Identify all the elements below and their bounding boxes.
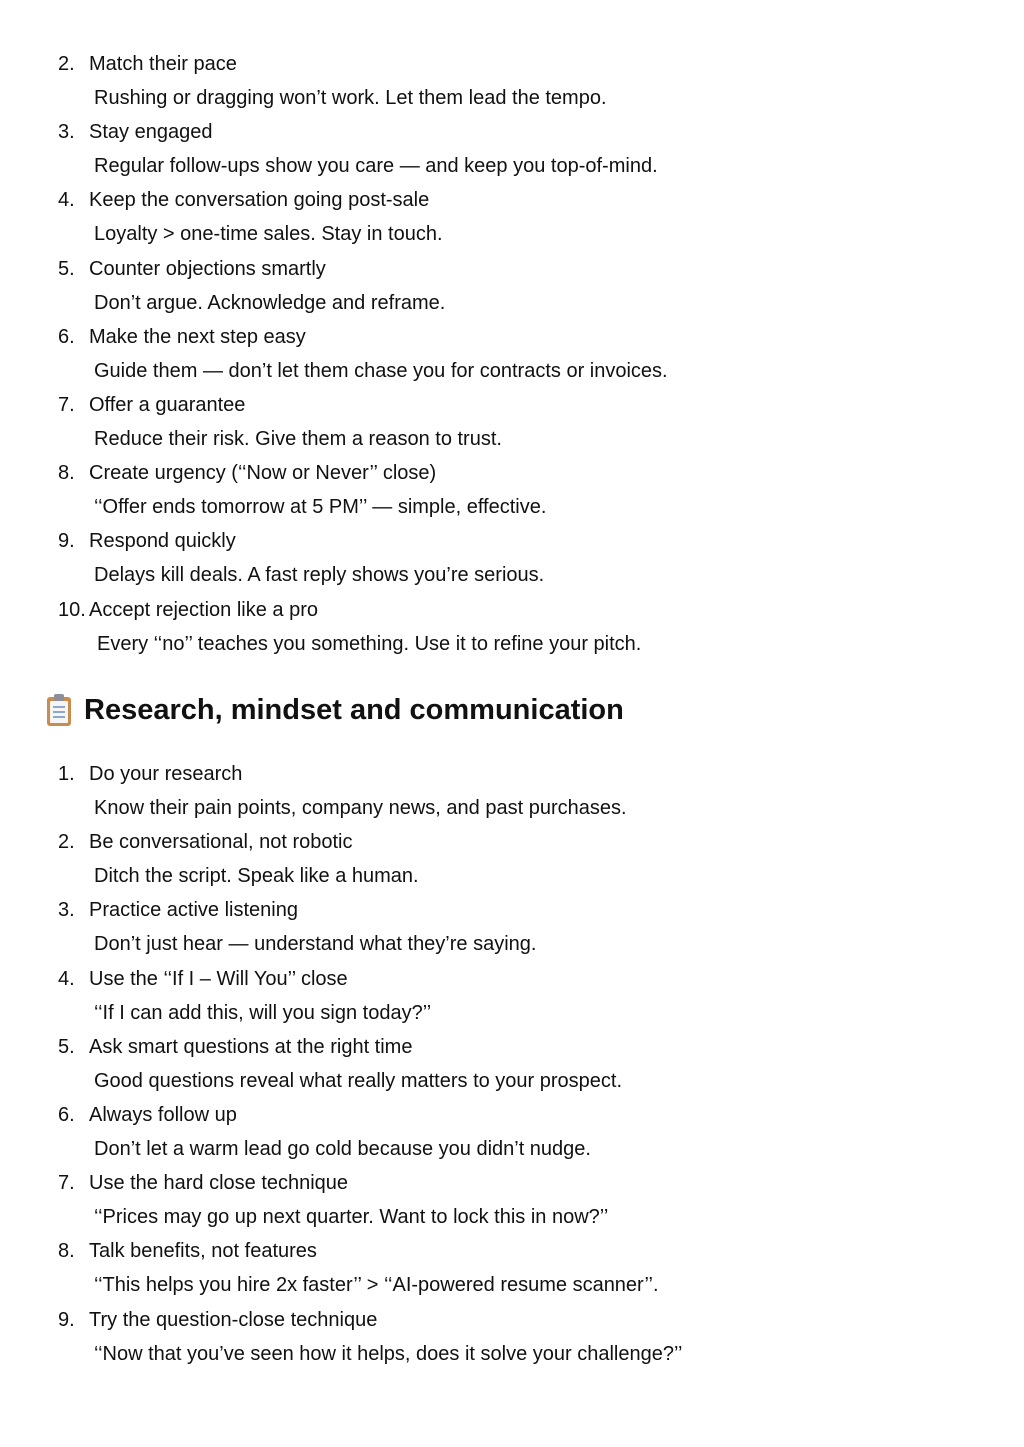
item-title-text: Respond quickly bbox=[89, 530, 236, 553]
item-number: 1. bbox=[58, 763, 75, 785]
clipboard-icon bbox=[46, 694, 72, 726]
item-title bbox=[58, 51, 237, 77]
item-title-text: Make the next step easy bbox=[89, 325, 306, 348]
item-description: Guide them — don’t let them chase you for contracts or invoices. bbox=[94, 359, 668, 382]
item-description: Loyalty > one-time sales. Stay in touch. bbox=[94, 223, 443, 246]
item-description: Don’t just hear — understand what they’re saying. bbox=[94, 933, 537, 956]
item-title-text: Accept rejection like a pro bbox=[89, 598, 319, 621]
list-item bbox=[0, 756, 1024, 824]
section-title: Research, mindset and communication bbox=[84, 694, 624, 726]
list-item bbox=[0, 961, 1024, 1029]
item-description: Know their pain points, company news, and past purchases. bbox=[94, 797, 627, 819]
list-item bbox=[0, 387, 1024, 455]
item-title bbox=[58, 761, 242, 787]
item-number: 6. bbox=[58, 1103, 75, 1126]
item-number: 7. bbox=[58, 1172, 75, 1195]
item-title bbox=[58, 966, 348, 992]
item-number: 2. bbox=[58, 831, 75, 854]
item-title bbox=[58, 1102, 237, 1128]
item-title-text: Match their pace bbox=[89, 53, 237, 75]
item-title-text: Use the ‘‘If I – Will You’’ close bbox=[89, 967, 348, 990]
item-description: Good questions reveal what really matters to your prospect. bbox=[94, 1069, 623, 1092]
item-title-text: Keep the conversation going post-sale bbox=[89, 189, 430, 212]
item-number: 5. bbox=[58, 257, 75, 280]
list-item bbox=[0, 1233, 1024, 1301]
list-item bbox=[0, 892, 1024, 960]
item-title bbox=[58, 829, 353, 855]
list-item bbox=[0, 1097, 1024, 1165]
item-title-text: Counter objections smartly bbox=[89, 257, 326, 280]
item-number: 9. bbox=[58, 530, 75, 553]
item-number: 6. bbox=[58, 325, 75, 348]
item-number: 3. bbox=[58, 899, 75, 922]
item-number: 8. bbox=[58, 462, 75, 485]
list-item bbox=[0, 523, 1024, 591]
item-title bbox=[58, 119, 212, 145]
item-description: Every ‘‘no’’ teaches you something. Use it to refine your pitch. bbox=[97, 632, 642, 655]
item-title bbox=[58, 528, 236, 554]
list-item bbox=[0, 114, 1024, 182]
item-title-text: Ask smart questions at the right time bbox=[89, 1035, 413, 1058]
list-item bbox=[0, 824, 1024, 892]
item-number: 5. bbox=[58, 1035, 75, 1058]
item-title bbox=[58, 897, 298, 923]
item-number: 7. bbox=[58, 393, 75, 416]
item-number: 4. bbox=[58, 967, 75, 990]
list-item bbox=[0, 1029, 1024, 1097]
item-description: Rushing or dragging won’t work. Let them lead the tempo. bbox=[94, 87, 607, 109]
item-description: Ditch the script. Speak like a human. bbox=[94, 865, 419, 888]
item-title-text: Always follow up bbox=[89, 1103, 237, 1126]
item-number: 3. bbox=[58, 121, 75, 144]
item-title bbox=[58, 1170, 348, 1196]
item-title bbox=[58, 597, 318, 623]
section-heading bbox=[46, 688, 624, 732]
item-title-text: Use the hard close technique bbox=[89, 1172, 349, 1195]
list-item bbox=[0, 251, 1024, 319]
list-item bbox=[0, 319, 1024, 387]
item-title bbox=[58, 256, 326, 282]
item-title-text: Try the question-close technique bbox=[89, 1308, 378, 1331]
item-title-text: Be conversational, not robotic bbox=[89, 831, 353, 854]
list-item bbox=[0, 455, 1024, 523]
item-title-text: Talk benefits, not features bbox=[89, 1240, 317, 1263]
item-description: ‘‘Now that you’ve seen how it helps, does it solve your challenge?’’ bbox=[94, 1342, 683, 1365]
item-description: ‘‘If I can add this, will you sign today?’’ bbox=[94, 1001, 432, 1024]
item-description: Don’t argue. Acknowledge and reframe. bbox=[94, 291, 446, 314]
list-item bbox=[0, 1165, 1024, 1233]
item-title-text: Create urgency (‘‘Now or Never’’ close) bbox=[89, 462, 437, 485]
item-number: 2. bbox=[58, 53, 75, 75]
item-title bbox=[58, 187, 429, 213]
list-item bbox=[0, 182, 1024, 250]
item-title bbox=[58, 392, 245, 418]
list-item bbox=[0, 1302, 1024, 1370]
item-title bbox=[58, 1238, 317, 1264]
item-title-text: Stay engaged bbox=[89, 121, 213, 144]
item-title-text: Do your research bbox=[89, 763, 243, 785]
item-number: 9. bbox=[58, 1308, 75, 1331]
item-description: ‘‘This helps you hire 2x faster’’ > ‘‘AI-powered resume scanner’’. bbox=[94, 1274, 659, 1297]
item-number: 8. bbox=[58, 1240, 75, 1263]
research-tips-list bbox=[0, 756, 1024, 1370]
item-title bbox=[58, 1307, 377, 1333]
list-item bbox=[0, 46, 1024, 114]
item-title bbox=[58, 324, 306, 350]
item-description: Delays kill deals. A fast reply shows you’re serious. bbox=[94, 564, 545, 587]
item-title-text: Practice active listening bbox=[89, 899, 298, 922]
list-item bbox=[0, 592, 1024, 660]
item-title bbox=[58, 1034, 412, 1060]
item-number: 4. bbox=[58, 189, 75, 212]
item-description: Don’t let a warm lead go cold because you didn’t nudge. bbox=[94, 1137, 591, 1160]
item-description: Reduce their risk. Give them a reason to trust. bbox=[94, 427, 502, 450]
sales-tips-list bbox=[0, 46, 1024, 660]
item-title bbox=[58, 460, 436, 486]
item-description: ‘‘Prices may go up next quarter. Want to lock this in now?’’ bbox=[94, 1206, 609, 1229]
item-number: 10. bbox=[58, 598, 86, 621]
item-description: ‘‘Offer ends tomorrow at 5 PM’’ — simple, effective. bbox=[94, 496, 547, 519]
item-title-text: Offer a guarantee bbox=[89, 393, 246, 416]
item-description: Regular follow-ups show you care — and keep you top-of-mind. bbox=[94, 155, 658, 178]
